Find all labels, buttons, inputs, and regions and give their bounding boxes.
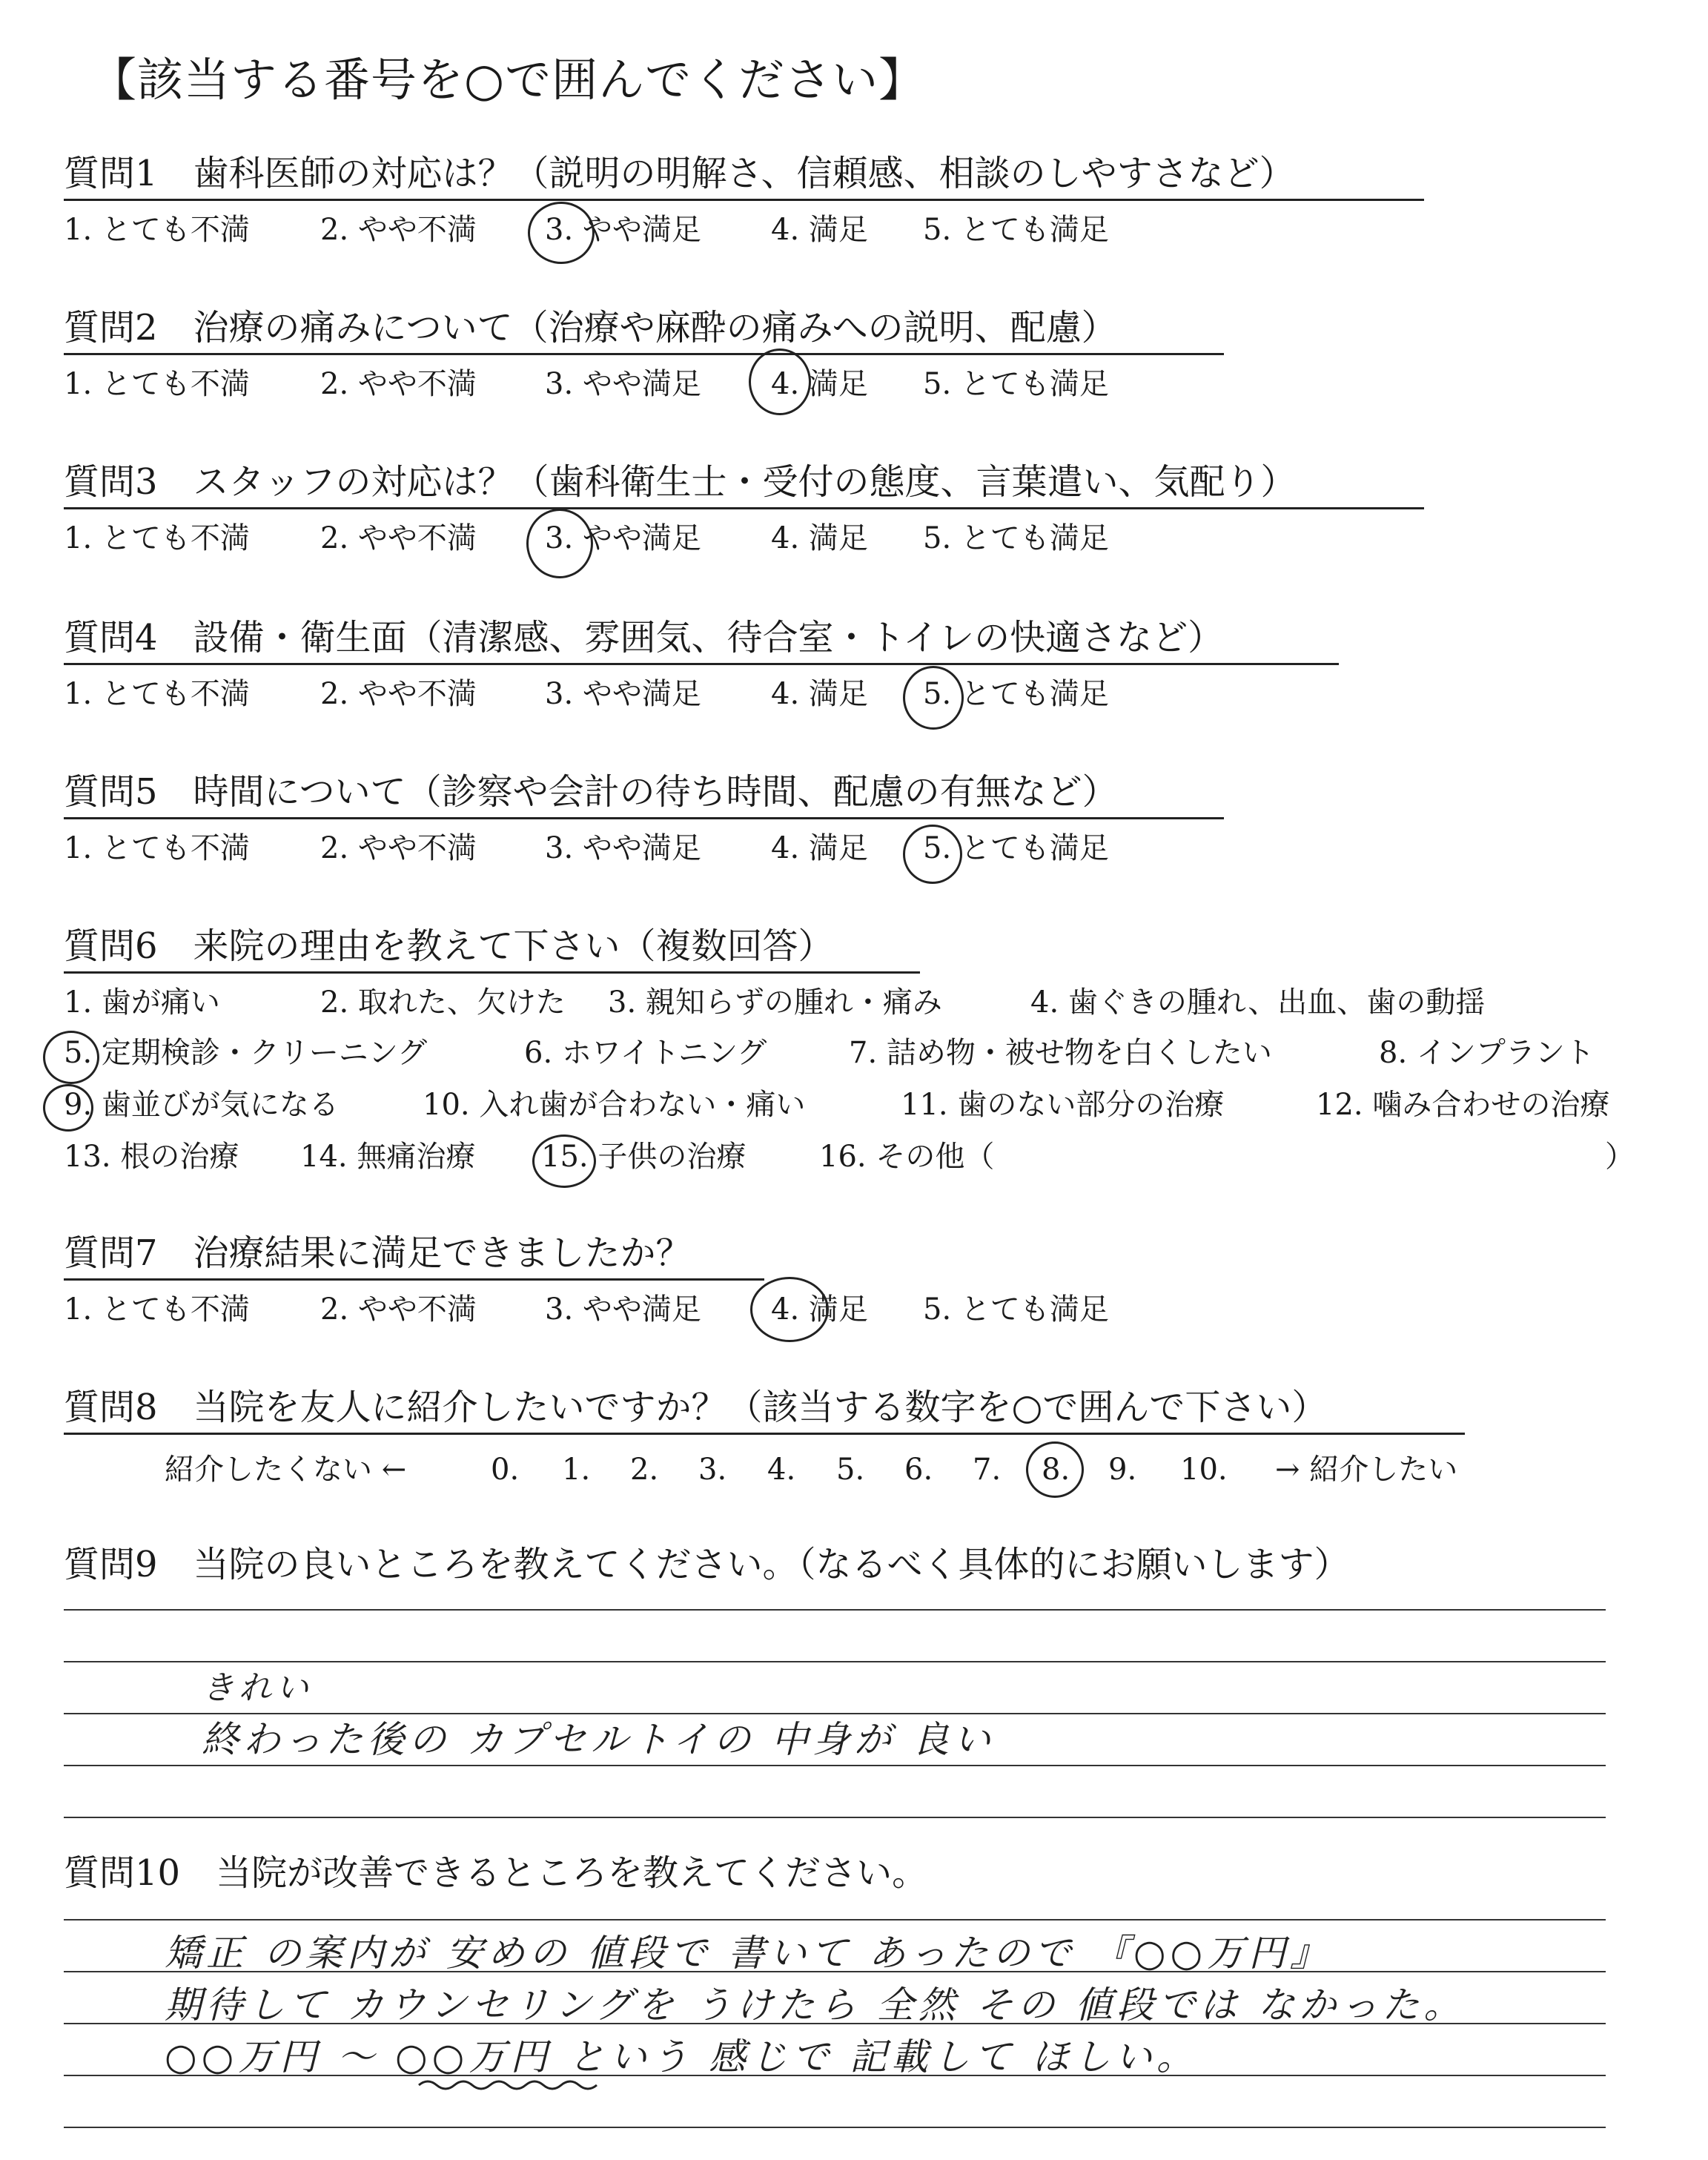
question-10-heading: 質問10 当院が改善できるところを教えてください。 — [64, 1852, 928, 1894]
q6-option-10[interactable]: 10. 入れ歯が合わない・痛い — [423, 1088, 806, 1122]
q2-option-3[interactable]: 3. やや満足 — [545, 367, 701, 401]
q1-option-3[interactable]: 3. やや満足 — [545, 213, 701, 247]
q8-number-5[interactable]: 5. — [836, 1453, 865, 1487]
q8-number-6[interactable]: 6. — [904, 1453, 933, 1487]
q6-option-9[interactable]: 9. 歯並びが気になる — [64, 1088, 339, 1122]
q2-option-1[interactable]: 1. とても不満 — [64, 367, 250, 401]
question-5-heading: 質問5 時間について（診察や会計の待ち時間、配慮の有無など） — [64, 771, 1118, 813]
q6-option-14[interactable]: 14. 無痛治療 — [300, 1140, 476, 1174]
question-9-heading: 質問9 当院の良いところを教えてください。（なるべく具体的にお願いします） — [64, 1544, 1350, 1585]
q2-option-2[interactable]: 2. やや不満 — [320, 367, 477, 401]
q7-option-5[interactable]: 5. とても満足 — [923, 1292, 1109, 1327]
q8-number-9[interactable]: 9. — [1108, 1453, 1137, 1487]
question-2-heading: 質問2 治療の痛みについて（治療や麻酔の痛みへの説明、配慮） — [64, 307, 1117, 349]
q4-option-5[interactable]: 5. とても満足 — [923, 677, 1109, 711]
q6-option-12[interactable]: 12. 噛み合わせの治療 — [1316, 1088, 1610, 1122]
q8-right-label: → 紹介したい — [1275, 1453, 1458, 1487]
q8-number-7[interactable]: 7. — [973, 1453, 1002, 1487]
q5-option-5[interactable]: 5. とても満足 — [923, 831, 1109, 865]
form-title: 【該当する番号を○で囲んでください】 — [90, 53, 926, 107]
q7-option-1[interactable]: 1. とても不満 — [64, 1292, 250, 1327]
q3-option-4[interactable]: 4. 満足 — [771, 521, 868, 555]
q8-number-3[interactable]: 3. — [698, 1453, 727, 1487]
q3-option-5[interactable]: 5. とても満足 — [923, 521, 1109, 555]
q2-option-4[interactable]: 4. 満足 — [771, 367, 868, 401]
q6-option-1[interactable]: 1. 歯が痛い — [64, 985, 220, 1020]
q6-option-16[interactable]: 16. その他（ — [819, 1140, 995, 1174]
q5-option-1[interactable]: 1. とても不満 — [64, 831, 250, 865]
q6-option-3[interactable]: 3. 親知らずの腫れ・痛み — [608, 985, 942, 1020]
q6-option-2[interactable]: 2. 取れた、欠けた — [320, 985, 566, 1020]
q9-handwriting-line-1: きれい — [202, 1669, 313, 1707]
question-3-heading: 質問3 スタッフの対応は？（歯科衛生士・受付の態度、言葉遣い、気配り） — [64, 461, 1297, 503]
q4-option-2[interactable]: 2. やや不満 — [320, 677, 477, 711]
q3-option-3[interactable]: 3. やや満足 — [545, 521, 701, 555]
q8-number-0[interactable]: 0. — [491, 1453, 520, 1487]
q4-option-4[interactable]: 4. 満足 — [771, 677, 868, 711]
q8-left-label: 紹介したくない ← — [165, 1453, 407, 1487]
q7-option-3[interactable]: 3. やや満足 — [545, 1292, 701, 1327]
question-8-heading: 質問8 当院を友人に紹介したいですか？（該当する数字を○で囲んで下さい） — [64, 1387, 1328, 1428]
q8-number-10[interactable]: 10. — [1180, 1453, 1228, 1487]
q3-option-1[interactable]: 1. とても不満 — [64, 521, 250, 555]
q10-handwriting-line-2: 期待して カウンセリングを うけたら 全然 その 値段では なかった。 — [165, 1984, 1466, 2027]
q5-option-2[interactable]: 2. やや不満 — [320, 831, 477, 865]
question-1-heading: 質問1 歯科医師の対応は？（説明の明解さ、信頼感、相談のしやすさなど） — [64, 153, 1295, 194]
q8-number-4[interactable]: 4. — [767, 1453, 796, 1487]
q1-option-5[interactable]: 5. とても満足 — [923, 213, 1109, 247]
q4-option-3[interactable]: 3. やや満足 — [545, 677, 701, 711]
q2-option-5[interactable]: 5. とても満足 — [923, 367, 1109, 401]
q6-option-6[interactable]: 6. ホワイトニング — [524, 1036, 767, 1070]
q8-number-2[interactable]: 2. — [630, 1453, 659, 1487]
q10-handwriting-line-1: 矯正 の案内が 安めの 値段で 書いて あったので 『○○万円』 — [165, 1932, 1332, 1975]
q4-option-1[interactable]: 1. とても不満 — [64, 677, 250, 711]
q8-number-8[interactable]: 8. — [1042, 1453, 1070, 1487]
q8-number-1[interactable]: 1. — [562, 1453, 591, 1487]
q10-handwriting-line-3: ○○万円 〜 ○○万円 という 感じで 記載して ほしい。 — [165, 2035, 1198, 2078]
q5-option-3[interactable]: 3. やや満足 — [545, 831, 701, 865]
q6-option-11[interactable]: 11. 歯のない部分の治療 — [901, 1088, 1225, 1122]
q7-option-4[interactable]: 4. 満足 — [771, 1292, 868, 1327]
q5-option-4[interactable]: 4. 満足 — [771, 831, 868, 865]
q6-option-4[interactable]: 4. 歯ぐきの腫れ、出血、歯の動揺 — [1030, 985, 1486, 1020]
q6-option-8[interactable]: 8. インプラント — [1379, 1036, 1595, 1070]
q6-option-15[interactable]: 15. 子供の治療 — [541, 1140, 747, 1174]
q3-option-2[interactable]: 2. やや不満 — [320, 521, 477, 555]
q1-option-1[interactable]: 1. とても不満 — [64, 213, 250, 247]
q6-option-5[interactable]: 5. 定期検診・クリーニング — [64, 1036, 428, 1070]
q1-option-2[interactable]: 2. やや不満 — [320, 213, 477, 247]
q9-handwriting-line-2: 終わった後の カプセルトイの 中身が 良い — [202, 1718, 996, 1761]
q1-option-4[interactable]: 4. 満足 — [771, 213, 868, 247]
q6-other-close-paren: ） — [1605, 1140, 1635, 1174]
question-6-heading: 質問6 来院の理由を教えて下さい（複数回答） — [64, 925, 834, 967]
question-7-heading: 質問7 治療結果に満足できましたか？ — [64, 1232, 692, 1274]
q7-option-2[interactable]: 2. やや不満 — [320, 1292, 477, 1327]
question-4-heading: 質問4 設備・衛生面（清潔感、雰囲気、待合室・トイレの快適さなど） — [64, 617, 1224, 658]
q6-option-7[interactable]: 7. 詰め物・被せ物を白くしたい — [849, 1036, 1272, 1070]
q6-option-13[interactable]: 13. 根の治療 — [64, 1140, 239, 1174]
